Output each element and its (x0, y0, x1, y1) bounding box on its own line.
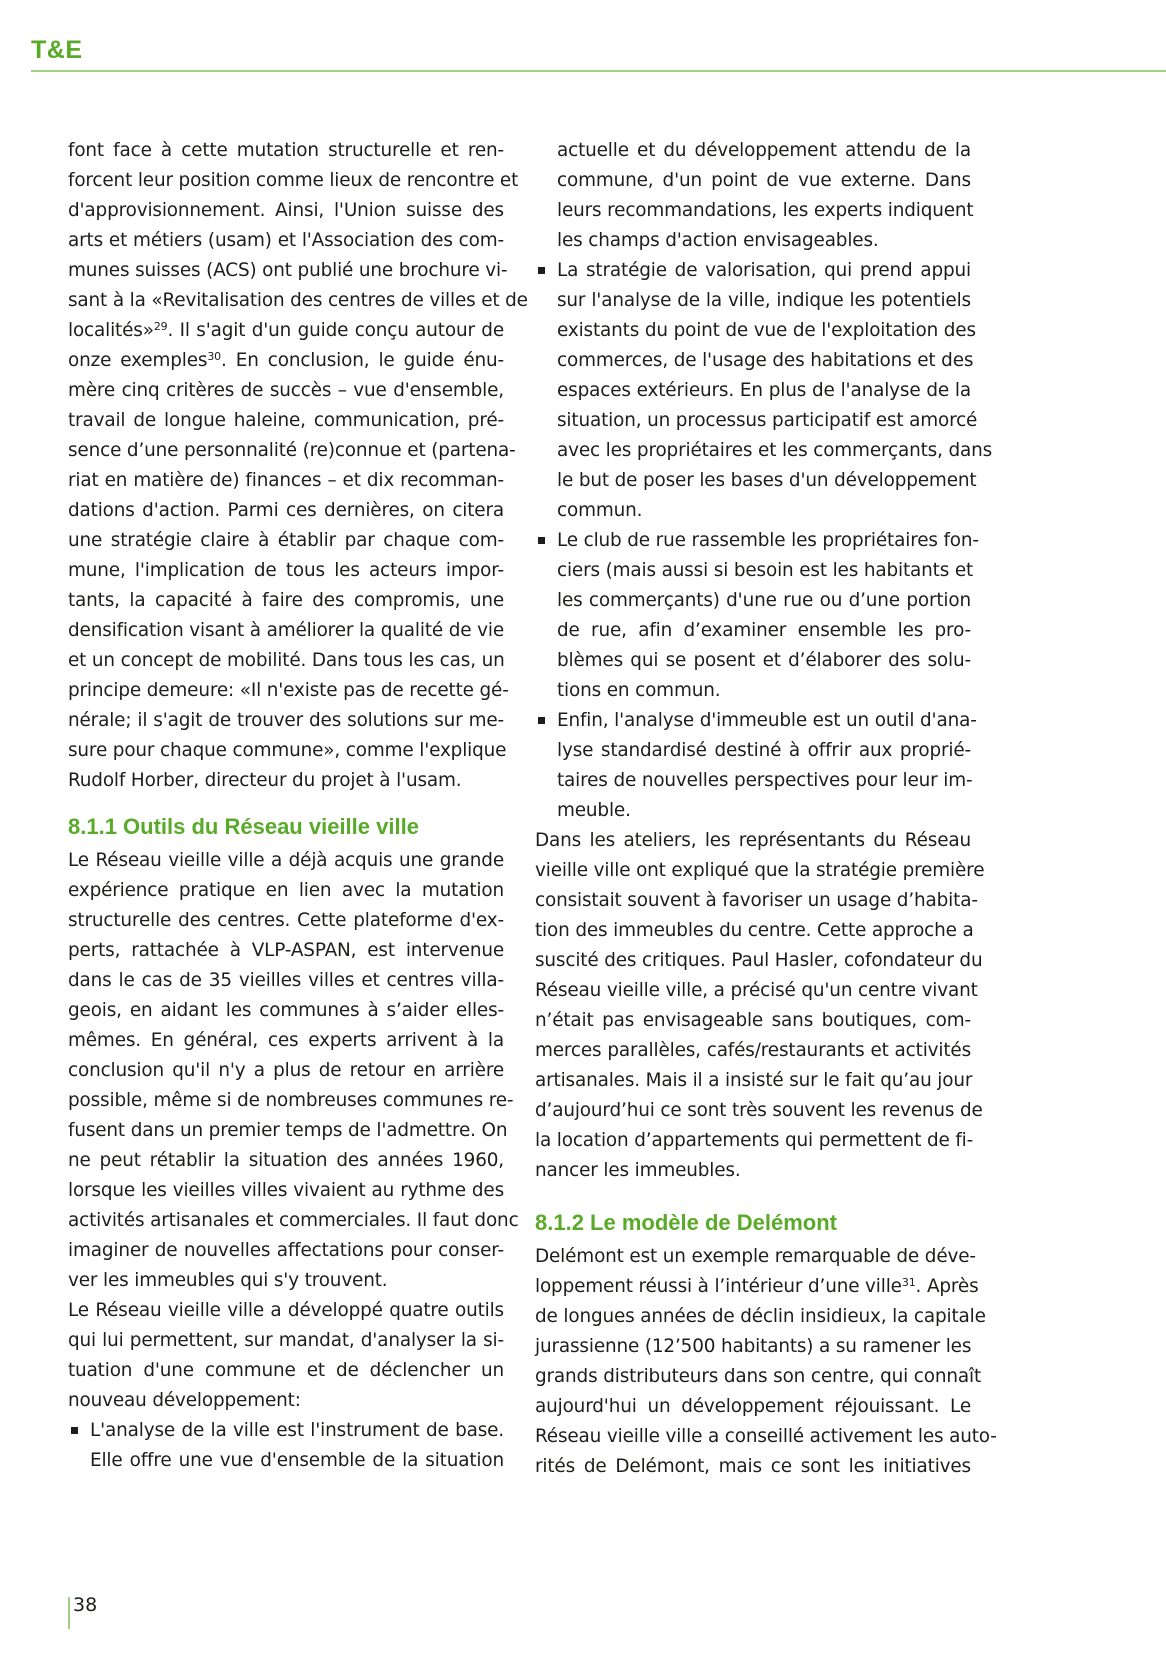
text-line: commun. (557, 500, 643, 521)
text-line: munes suisses (ACS) ont publié une brochure vi- (68, 260, 508, 281)
square-bullet-icon (71, 1427, 78, 1434)
text-line: travail de longue haleine, communication, pré- (68, 410, 504, 431)
text-line: Le Réseau vieille ville a déjà acquis une grande (68, 850, 504, 871)
text-line: tuation d'une commune et de déclencher un (68, 1360, 504, 1381)
text-line: vieille ville ont expliqué que la stratégie première (535, 860, 985, 881)
text-line: artisanales. Mais il a insisté sur le fait qu’au jour (535, 1070, 973, 1091)
text-line: d'approvisionnement. Ainsi, l'Union suisse des (68, 200, 504, 221)
text-line: suscité des critiques. Paul Hasler, cofondateur du (535, 950, 983, 971)
text-line: lyse standardisé destiné à offrir aux proprié- (557, 740, 971, 761)
text-line: activités artisanales et commerciales. Il faut donc (68, 1210, 519, 1231)
text-line (535, 1272, 979, 1302)
text-line (68, 346, 504, 376)
text-line: mère cinq critères de succès – vue d'ensemble, (68, 380, 504, 401)
text-line: aujourd'hui un développement réjouissant. Le (535, 1396, 971, 1417)
text-line: existants du point de vue de l'exploitation des (557, 320, 976, 341)
text-line: nancer les immeubles. (535, 1160, 741, 1181)
text-line: Le Réseau vieille ville a développé quatre outils (68, 1300, 504, 1321)
text-line: principe demeure: «Il n'existe pas de recette gé- (68, 680, 509, 701)
square-bullet-icon (538, 717, 545, 724)
text-fragment: onze exemples (68, 350, 208, 371)
text-line: Réseau vieille ville a conseillé activement les auto- (535, 1426, 997, 1447)
text-line: de longues années de déclin insidieux, la capitale (535, 1306, 986, 1327)
text-line: mêmes. En général, ces experts arrivent à la (68, 1030, 504, 1051)
text-line: Enfin, l'analyse d'immeuble est un outil d'ana- (557, 710, 977, 731)
text-line: jurassienne (12’500 habitants) a su ramener les (535, 1336, 972, 1357)
text-line: sence d’une personnalité (re)connue et (partena- (68, 440, 516, 461)
footnote-ref-30[interactable]: 30 (207, 350, 222, 363)
text-line: La stratégie de valorisation, qui prend appui (557, 260, 971, 281)
text-line: nouveau développement: (68, 1390, 301, 1411)
right-column (535, 136, 997, 1482)
text-line: consistait souvent à favoriser un usage d’habita- (535, 890, 978, 911)
text-line: de rue, afin d’examiner ensemble les pro- (557, 620, 971, 641)
text-line: meuble. (557, 800, 631, 821)
page-number-accent-bar (68, 1597, 70, 1629)
text-line: le but de poser les bases d'un développement (557, 470, 977, 491)
text-line: geois, en aidant les communes à s’aider elles- (68, 1000, 504, 1021)
text-line: lorsque les vieilles villes vivaient au rythme des (68, 1180, 504, 1201)
text-line: Rudolf Horber, directeur du projet à l'usam. (68, 770, 462, 791)
text-line: leurs recommandations, les experts indiquent (557, 200, 974, 221)
text-line: sur l'analyse de la ville, indique les potentiels (557, 290, 971, 311)
paragraph-four-tools (68, 1296, 504, 1416)
text-line: font face à cette mutation structurelle et ren- (68, 140, 504, 161)
bullet-item-analyse-ville-continued (535, 136, 974, 256)
text-line: Dans les ateliers, les représentants du Réseau (535, 830, 971, 851)
text-line: tants, la capacité à faire des compromis, une (68, 590, 504, 611)
bullet-item-analyse-ville (68, 1416, 504, 1476)
text-line: et un concept de mobilité. Dans tous les cas, un (68, 650, 505, 671)
paragraph-reseau-experience (68, 846, 519, 1296)
text-line: riat en matière de) finances – et dix recomman- (68, 470, 504, 491)
text-line: expérience pratique en lien avec la mutation (68, 880, 504, 901)
text-line: Réseau vieille ville, a précisé qu'un centre vivant (535, 980, 978, 1001)
text-fragment: . Il s'agit d'un guide conçu autour de (167, 320, 504, 341)
text-line: Elle offre une vue d'ensemble de la situation (90, 1450, 504, 1471)
text-line: perts, rattachée à VLP-ASPAN, est intervenue (68, 940, 504, 961)
text-line: les commerçants) d'une rue ou d’une portion (557, 590, 971, 611)
header-divider (31, 70, 1166, 72)
text-line: structurelle des centres. Cette plateforme d'ex- (68, 910, 504, 931)
text-line: situation, un processus participatif est amorcé (557, 410, 978, 431)
text-line: forcent leur position comme lieux de rencontre et (68, 170, 519, 191)
text-line: ciers (mais aussi si besoin est les habitants et (557, 560, 974, 581)
text-line: commune, d'un point de vue externe. Dans (557, 170, 971, 191)
text-line: n’était pas envisageable sans boutiques, com- (535, 1010, 971, 1031)
text-fragment: . En conclusion, le guide énu- (221, 350, 504, 371)
text-fragment: loppement réussi à l’intérieur d’une ville (535, 1276, 902, 1297)
bullet-item-club-de-rue (535, 526, 979, 706)
square-bullet-icon (538, 537, 545, 544)
text-line (68, 316, 504, 346)
text-line: sant à la «Revitalisation des centres de villes et de (68, 290, 528, 311)
text-line: densification visant à améliorer la qualité de vie (68, 620, 504, 641)
paragraph-delemont (535, 1242, 997, 1482)
text-line: possible, même si de nombreuses communes re- (68, 1090, 514, 1111)
left-column (68, 136, 528, 1476)
text-line: dans le cas de 35 vieilles villes et centres villa- (68, 970, 504, 991)
text-line: actuelle et du développement attendu de la (557, 140, 971, 161)
bullet-item-strategie-valorisation (535, 256, 993, 526)
page-number: 38 (73, 1594, 98, 1616)
square-bullet-icon (538, 267, 545, 274)
text-line: L'analyse de la ville est l'instrument de base. (90, 1420, 504, 1441)
text-fragment: localités» (68, 320, 154, 341)
text-line: la location d’appartements qui permettent de fi- (535, 1130, 974, 1151)
section-heading-8-1-2: 8.1.2 Le modèle de Delémont (535, 1210, 837, 1235)
footnote-ref-29[interactable]: 29 (153, 320, 168, 333)
text-line: espaces extérieurs. En plus de l'analyse de la (557, 380, 971, 401)
text-line: imaginer de nouvelles affectations pour conser- (68, 1240, 504, 1261)
text-line: les champs d'action envisageables. (557, 230, 879, 251)
text-line: une stratégie claire à établir par chaque com- (68, 530, 504, 551)
text-line: arts et métiers (usam) et l'Association des com- (68, 230, 504, 251)
bullet-item-analyse-immeuble (535, 706, 977, 826)
paragraph-intro (68, 136, 528, 796)
text-line: commerces, de l'usage des habitations et des (557, 350, 974, 371)
text-line: blèmes qui se posent et d’élaborer des solu- (557, 650, 971, 671)
text-fragment: . Après (915, 1276, 979, 1297)
text-line: merces parallèles, cafés/restaurants et activités (535, 1040, 971, 1061)
footnote-ref-31[interactable]: 31 (901, 1276, 916, 1289)
text-line: d’aujourd’hui ce sont très souvent les revenus de (535, 1100, 983, 1121)
text-line: taires de nouvelles perspectives pour leur im- (557, 770, 973, 791)
text-line: tion des immeubles du centre. Cette approche a (535, 920, 974, 941)
text-line: rités de Delémont, mais ce sont les initiatives (535, 1456, 971, 1477)
paragraph-ateliers (535, 826, 985, 1186)
text-line: nérale; il s'agit de trouver des solutions sur me- (68, 710, 504, 731)
header-brand: T&E (31, 36, 83, 64)
text-line: avec les propriétaires et les commerçants, dans (557, 440, 993, 461)
text-line: qui lui permettent, sur mandat, d'analyser la si- (68, 1330, 504, 1351)
text-line: fusent dans un premier temps de l'admettre. On (68, 1120, 508, 1141)
text-line: sure pour chaque commune», comme l'explique (68, 740, 507, 761)
text-line: Le club de rue rassemble les propriétaires fon- (557, 530, 979, 551)
text-line: grands distributeurs dans son centre, qui connaît (535, 1366, 982, 1387)
text-line: dations d'action. Parmi ces dernières, on citera (68, 500, 504, 521)
text-line: mune, l'implication de tous les acteurs impor- (68, 560, 504, 581)
text-line: ver les immeubles qui s'y trouvent. (68, 1270, 388, 1291)
section-heading-8-1-1: 8.1.1 Outils du Réseau vieille ville (68, 814, 419, 839)
text-line: tions en commun. (557, 680, 721, 701)
text-line: ne peut rétablir la situation des années 1960, (68, 1150, 504, 1171)
text-line: conclusion qu'il n'y a plus de retour en arrière (68, 1060, 504, 1081)
text-line: Delémont est un exemple remarquable de déve- (535, 1246, 976, 1267)
